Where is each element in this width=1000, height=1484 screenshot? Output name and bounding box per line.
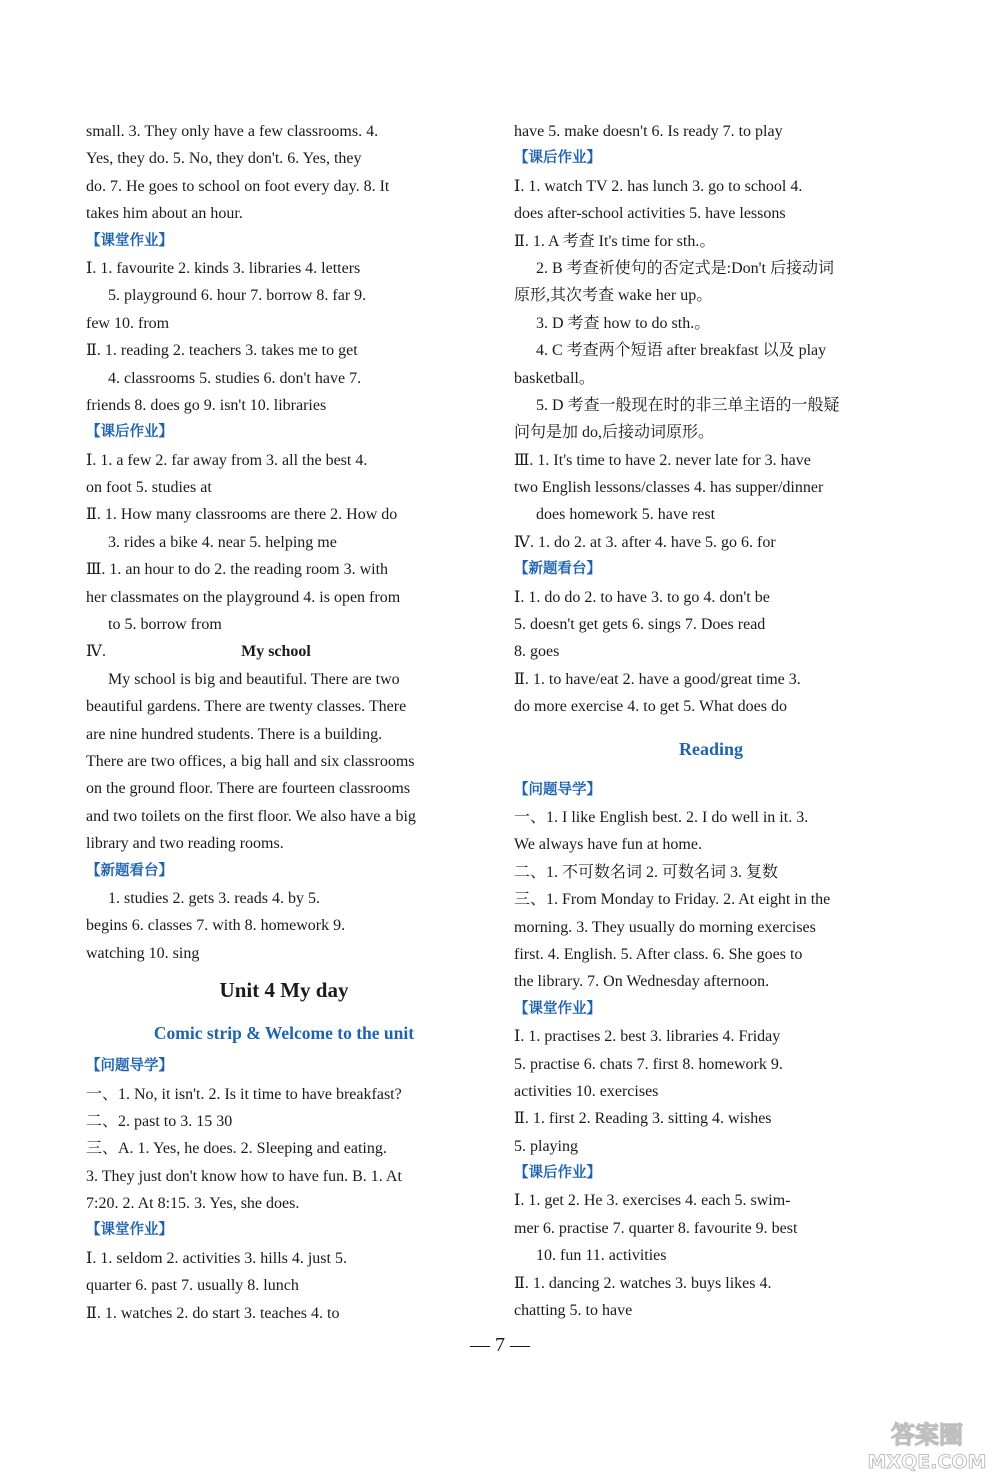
answer-line: few 10. from (86, 314, 170, 332)
answer-line: small. 3. They only have a few classrooms. 4. (86, 123, 379, 140)
section-heading: 【课后作业】 (514, 150, 601, 167)
answer-line: 一、1. No, it isn't. 2. Is it time to have breakfast? (86, 1085, 402, 1103)
answer-line: morning. 3. They usually do morning exercises (514, 918, 816, 936)
section-heading: 【课堂作业】 (514, 1000, 601, 1017)
answer-line: 三、1. From Monday to Friday. 2. At eight in the (514, 891, 831, 909)
answer-line: 5. doesn't get gets 6. sings 7. Does read (514, 616, 766, 634)
answer-line: 5. D 考查一般现在时的非三单主语的一般疑 (536, 396, 840, 414)
answer-line: Ⅱ. 1. first 2. Reading 3. sitting 4. wishes (514, 1110, 772, 1128)
section-heading: 【新题看台】 (86, 862, 173, 879)
answer-line: 4. C 考查两个短语 after breakfast 以及 play (536, 342, 827, 360)
right-column (514, 118, 908, 1324)
answer-line: Ⅲ. 1. It's time to have 2. never late for 3. have (514, 451, 811, 469)
answer-line: 二、2. past to 3. 15 30 (86, 1112, 233, 1130)
essay-line: My school is big and beautiful. There are two (108, 670, 400, 688)
watermark-logo (868, 1416, 986, 1474)
answer-line: basketball。 (514, 369, 595, 387)
answer-line: Ⅰ. 1. seldom 2. activities 3. hills 4. just 5. (86, 1249, 347, 1267)
left-column (86, 118, 482, 1327)
essay-line: and two toilets on the first floor. We also have a big (86, 807, 416, 825)
answer-line: mer 6. practise 7. quarter 8. favourite 9. best (514, 1219, 798, 1237)
section-heading: 【课后作业】 (514, 1165, 601, 1182)
answer-line: 3. They just don't know how to have fun. B. 1. At (86, 1167, 402, 1185)
answer-line: 问句是加 do,后接动词原形。 (514, 424, 715, 442)
answer-line: Ⅱ. 1. reading 2. teachers 3. takes me to get (86, 342, 358, 360)
answer-line: Ⅱ. 1. A 考查 It's time for sth.。 (514, 232, 716, 250)
section-heading: 【问题导学】 (86, 1058, 173, 1075)
answer-line: to 5. borrow from (108, 616, 222, 634)
answer-line: do. 7. He goes to school on foot every day. 8. It (86, 177, 390, 195)
watermark-top: 答案圈 (891, 1421, 963, 1449)
reading-title: Reading (678, 738, 743, 759)
answer-line: 3. D 考查 how to do sth.。 (536, 314, 711, 332)
answer-line: have 5. make doesn't 6. Is ready 7. to play (514, 123, 783, 140)
answer-line: the library. 7. On Wednesday afternoon. (514, 973, 770, 991)
answer-line: first. 4. English. 5. After class. 6. She goes to (514, 945, 803, 963)
answer-line: 4. classrooms 5. studies 6. don't have 7. (108, 369, 362, 387)
answer-line: 5. practise 6. chats 7. first 8. homework 9. (514, 1055, 783, 1073)
answer-line: 1. studies 2. gets 3. reads 4. by 5. (108, 889, 320, 907)
essay-line: library and two reading rooms. (86, 835, 284, 853)
essay-line: are nine hundred students. There is a building. (86, 725, 383, 743)
answer-line: does homework 5. have rest (536, 506, 716, 524)
section-heading: 【课堂作业】 (86, 232, 173, 249)
answer-line: on foot 5. studies at (86, 479, 212, 497)
answer-line: watching 10. sing (86, 944, 200, 962)
answer-line: Ⅰ. 1. favourite 2. kinds 3. libraries 4. letters (86, 259, 361, 277)
answer-line: friends 8. does go 9. isn't 10. libraries (86, 396, 327, 414)
answer-line: 2. B 考查祈使句的否定式是:Don't 后接动词 (536, 259, 835, 277)
essay-heading-line (86, 638, 482, 665)
section-heading: 【新题看台】 (514, 561, 601, 578)
answer-line: Ⅱ. 1. How many classrooms are there 2. How do (86, 506, 398, 524)
section-heading: 【问题导学】 (514, 781, 601, 798)
answer-line: 3. rides a bike 4. near 5. helping me (108, 533, 337, 551)
answer-line: two English lessons/classes 4. has supper/dinner (514, 479, 824, 497)
answer-line: 7:20. 2. At 8:15. 3. Yes, she does. (86, 1195, 300, 1213)
answer-line: 原形,其次考查 wake her up。 (514, 287, 713, 305)
subsection-title: Comic strip & Welcome to the unit (153, 1023, 415, 1044)
essay-label: Ⅳ. (86, 643, 106, 661)
section-heading: 【课后作业】 (86, 424, 173, 441)
answer-line: Ⅱ. 1. to have/eat 2. have a good/great time 3. (514, 670, 801, 688)
answer-line: does after-school activities 5. have lessons (514, 205, 786, 223)
answer-line: chatting 5. to have (514, 1302, 633, 1320)
answer-line: takes him about an hour. (86, 205, 243, 223)
answer-line: 5. playing (514, 1137, 578, 1155)
page-number: — 7 — (470, 1334, 530, 1356)
essay-title: My school (241, 643, 311, 661)
answer-line: Yes, they do. 5. No, they don't. 6. Yes, they (86, 150, 362, 168)
answer-line: Ⅰ. 1. get 2. He 3. exercises 4. each 5. swim- (514, 1192, 791, 1210)
answer-line: Ⅲ. 1. an hour to do 2. the reading room 3. with (86, 561, 389, 579)
essay-line: on the ground floor. There are fourteen classrooms (86, 780, 411, 798)
essay-line: beautiful gardens. There are twenty classes. There (86, 698, 407, 716)
answer-line: activities 10. exercises (514, 1082, 659, 1100)
answer-line: 10. fun 11. activities (536, 1247, 667, 1265)
answer-line: Ⅱ. 1. watches 2. do start 3. teaches 4. to (86, 1304, 340, 1322)
answer-line: Ⅳ. 1. do 2. at 3. after 4. have 5. go 6. for (514, 533, 776, 551)
answer-line: begins 6. classes 7. with 8. homework 9. (86, 917, 346, 935)
answer-line: Ⅰ. 1. do do 2. to have 3. to go 4. don't be (514, 588, 770, 606)
answer-line: Ⅰ. 1. practises 2. best 3. libraries 4. Friday (514, 1028, 781, 1046)
answer-line: 8. goes (514, 643, 560, 661)
unit-title: Unit 4 My day (219, 978, 349, 1003)
watermark-bottom: MXQE.COM (868, 1451, 986, 1473)
essay-line: There are two offices, a big hall and six classrooms (86, 752, 415, 770)
answer-line: Ⅱ. 1. dancing 2. watches 3. buys likes 4. (514, 1274, 772, 1292)
answer-line: quarter 6. past 7. usually 8. lunch (86, 1277, 299, 1295)
answer-line: 三、A. 1. Yes, he does. 2. Sleeping and eating. (86, 1140, 387, 1158)
section-heading: 【课堂作业】 (86, 1222, 173, 1239)
answer-line: We always have fun at home. (514, 836, 702, 854)
answer-line: Ⅰ. 1. watch TV 2. has lunch 3. go to school 4. (514, 177, 803, 195)
answer-line: do more exercise 4. to get 5. What does do (514, 698, 787, 716)
answer-line: 一、1. I like English best. 2. I do well in it. 3. (514, 808, 809, 826)
answer-line: 二、1. 不可数名词 2. 可数名词 3. 复数 (514, 863, 779, 881)
answer-line: Ⅰ. 1. a few 2. far away from 3. all the best 4. (86, 451, 368, 469)
answer-line: her classmates on the playground 4. is open from (86, 588, 401, 606)
answer-line: 5. playground 6. hour 7. borrow 8. far 9. (108, 287, 367, 305)
